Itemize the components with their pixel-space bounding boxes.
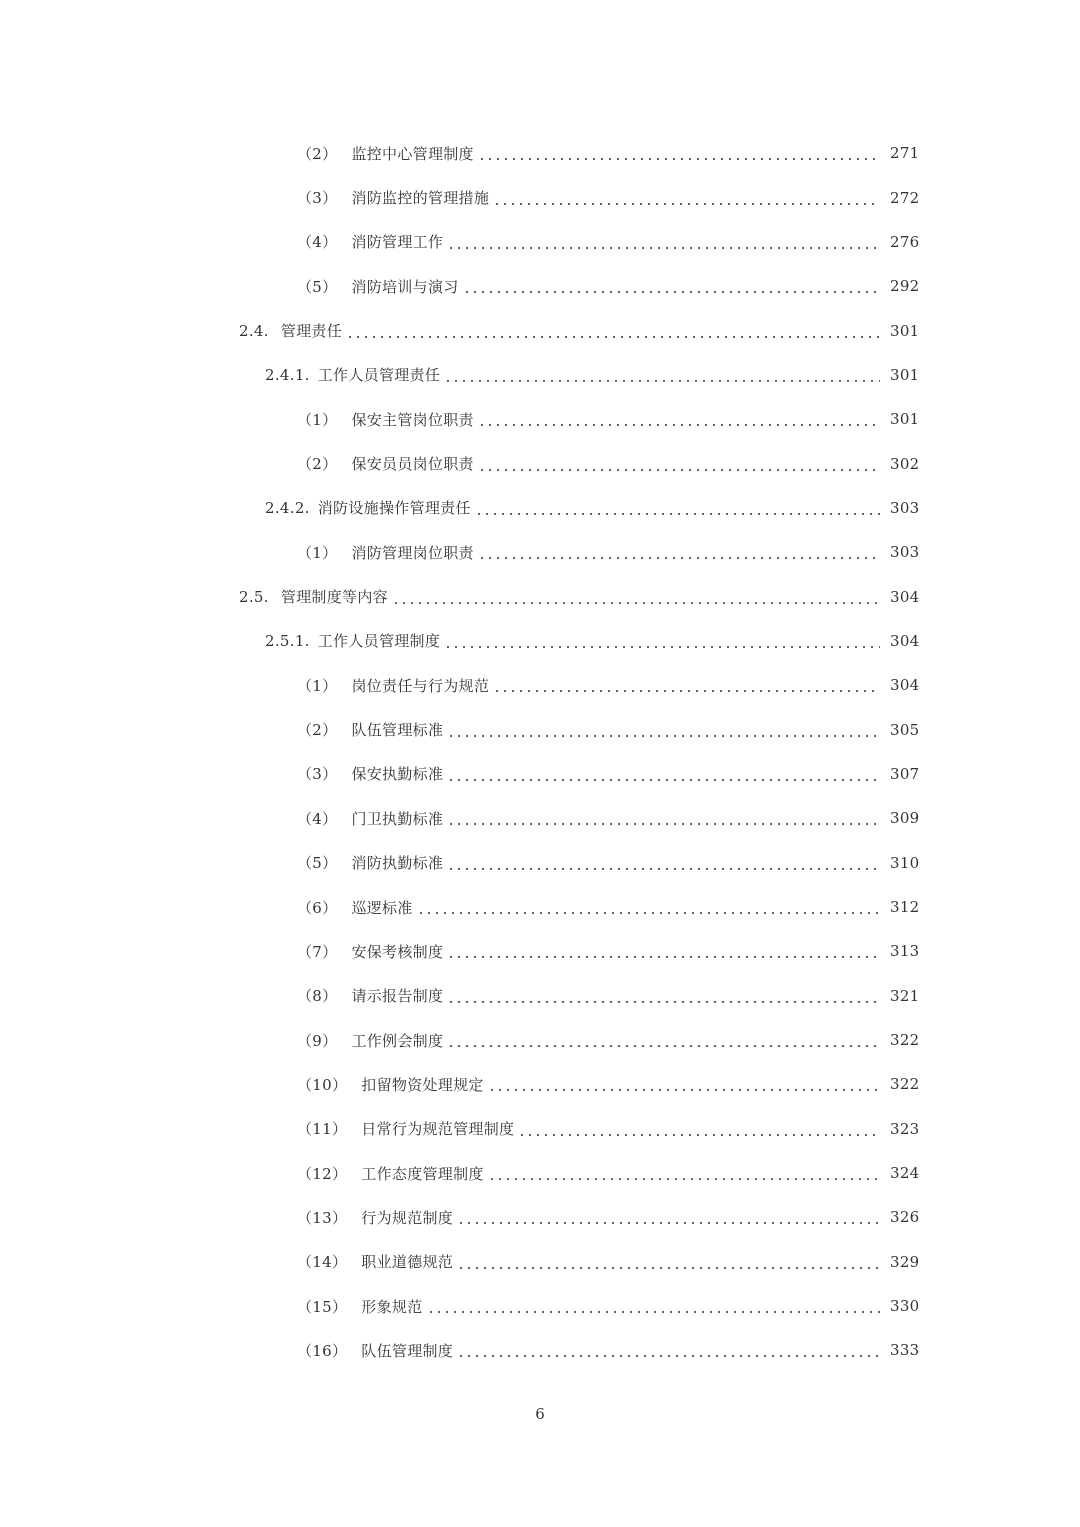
- toc-entry-number: 2.4.1.: [265, 365, 310, 384]
- toc-entry-title: 职业道德规范: [361, 1253, 454, 1272]
- toc-entry-number: （5）: [297, 854, 338, 873]
- toc-entry[interactable]: [0, 308, 1080, 352]
- toc-entry-title: 扣留物资处理规定: [361, 1075, 484, 1094]
- toc-entry-page: 272: [890, 188, 920, 207]
- toc-dot-leader: [427, 1298, 881, 1314]
- toc-entry-title: 消防管理岗位职责: [351, 543, 474, 562]
- toc-entry-page: 304: [890, 631, 920, 650]
- toc-dot-leader: [463, 278, 880, 294]
- toc-entry[interactable]: [0, 530, 1080, 574]
- toc-dot-leader: [447, 234, 880, 250]
- toc-entry-number: （12）: [297, 1164, 348, 1183]
- toc-entry-title: 保安执勤标准: [351, 765, 444, 784]
- toc-entry-number: （6）: [297, 898, 338, 917]
- toc-entry-number: （9）: [297, 1031, 338, 1050]
- toc-entry[interactable]: [0, 1328, 1080, 1372]
- toc-entry[interactable]: [0, 1062, 1080, 1106]
- toc-dot-leader: [457, 1209, 880, 1225]
- toc-entry-page: 276: [890, 232, 920, 251]
- toc-dot-leader: [444, 633, 880, 649]
- toc-entry-title: 安保考核制度: [351, 942, 444, 961]
- toc-entry-page: 301: [890, 365, 920, 384]
- toc-entry[interactable]: [0, 663, 1080, 707]
- toc-dot-leader: [457, 1254, 880, 1270]
- toc-entry[interactable]: [0, 885, 1080, 929]
- toc-entry-page: 310: [890, 853, 920, 872]
- toc-entry-number: （1）: [297, 543, 338, 562]
- toc-entry[interactable]: [0, 1284, 1080, 1328]
- toc-entry[interactable]: [0, 574, 1080, 618]
- toc-entry-page: 303: [890, 498, 920, 517]
- toc-entry[interactable]: [0, 1151, 1080, 1195]
- toc-dot-leader: [447, 855, 880, 871]
- toc-dot-leader: [493, 190, 880, 206]
- toc-entry-number: （2）: [297, 721, 338, 740]
- toc-entry-page: 307: [890, 764, 920, 783]
- toc-entry-title: 巡逻标准: [351, 898, 413, 917]
- toc-entry[interactable]: [0, 1195, 1080, 1239]
- toc-entry-title: 消防监控的管理措施: [351, 189, 490, 208]
- toc-dot-leader: [417, 899, 880, 915]
- toc-entry[interactable]: [0, 486, 1080, 530]
- toc-entry-page: 302: [890, 454, 920, 473]
- toc-entry[interactable]: [0, 353, 1080, 397]
- toc-dot-leader: [475, 500, 880, 516]
- table-of-contents: [0, 131, 1080, 1373]
- toc-entry-page: 271: [890, 144, 920, 163]
- toc-entry-page: 333: [890, 1341, 920, 1360]
- toc-entry-title: 消防培训与演习: [351, 277, 459, 296]
- toc-entry-page: 305: [890, 720, 920, 739]
- toc-entry[interactable]: [0, 929, 1080, 973]
- toc-entry-page: 321: [890, 986, 920, 1005]
- toc-entry-page: 304: [890, 587, 920, 606]
- toc-entry-title: 队伍管理制度: [361, 1341, 454, 1360]
- toc-dot-leader: [447, 988, 880, 1004]
- toc-entry-number: （1）: [297, 410, 338, 429]
- toc-entry-title: 行为规范制度: [361, 1208, 454, 1227]
- toc-entry[interactable]: [0, 707, 1080, 751]
- toc-entry-page: 301: [890, 410, 920, 429]
- toc-entry-page: 330: [890, 1297, 920, 1316]
- toc-entry-number: 2.4.2.: [265, 498, 310, 517]
- toc-dot-leader: [478, 456, 880, 472]
- toc-dot-leader: [478, 145, 880, 161]
- toc-entry-title: 消防设施操作管理责任: [317, 499, 471, 518]
- toc-dot-leader: [518, 1121, 880, 1137]
- toc-entry-page: 309: [890, 809, 920, 828]
- toc-dot-leader: [392, 589, 880, 605]
- toc-entry-number: （2）: [297, 144, 338, 163]
- toc-dot-leader: [444, 367, 880, 383]
- toc-entry-title: 门卫执勤标准: [351, 809, 444, 828]
- toc-dot-leader: [493, 677, 880, 693]
- toc-entry[interactable]: [0, 397, 1080, 441]
- toc-entry[interactable]: [0, 1240, 1080, 1284]
- toc-entry-title: 消防管理工作: [351, 233, 444, 252]
- toc-entry-number: （3）: [297, 189, 338, 208]
- toc-entry-number: （4）: [297, 809, 338, 828]
- toc-entry-page: 322: [890, 1075, 920, 1094]
- toc-dot-leader: [447, 722, 880, 738]
- toc-entry-title: 形象规范: [361, 1297, 423, 1316]
- toc-entry-number: （1）: [297, 676, 338, 695]
- toc-entry-page: 329: [890, 1252, 920, 1271]
- toc-entry-title: 请示报告制度: [351, 987, 444, 1006]
- toc-entry[interactable]: [0, 264, 1080, 308]
- toc-entry[interactable]: [0, 841, 1080, 885]
- toc-dot-leader: [447, 1032, 880, 1048]
- toc-entry-page: 312: [890, 898, 920, 917]
- toc-entry-title: 保安主管岗位职责: [351, 410, 474, 429]
- toc-entry[interactable]: [0, 220, 1080, 264]
- toc-entry-title: 队伍管理标准: [351, 721, 444, 740]
- toc-entry-title: 工作态度管理制度: [361, 1164, 484, 1183]
- toc-entry[interactable]: [0, 1018, 1080, 1062]
- toc-entry-title: 管理责任: [280, 322, 343, 341]
- toc-dot-leader: [457, 1342, 880, 1358]
- toc-entry[interactable]: [0, 1107, 1080, 1151]
- toc-dot-leader: [447, 810, 880, 826]
- toc-entry-number: （2）: [297, 455, 338, 474]
- toc-entry-number: （10）: [297, 1075, 348, 1094]
- toc-entry-number: 2.5.1.: [265, 631, 310, 650]
- toc-dot-leader: [447, 766, 880, 782]
- toc-entry[interactable]: [0, 175, 1080, 219]
- toc-entry[interactable]: [0, 796, 1080, 840]
- toc-entry-page: 322: [890, 1031, 920, 1050]
- toc-entry-number: （13）: [297, 1208, 348, 1227]
- toc-entry-title: 消防执勤标准: [351, 854, 444, 873]
- toc-entry-page: 303: [890, 543, 920, 562]
- toc-dot-leader: [478, 411, 880, 427]
- toc-entry-title: 岗位责任与行为规范: [351, 676, 490, 695]
- toc-entry-page: 326: [890, 1208, 920, 1227]
- toc-entry-page: 301: [890, 321, 920, 340]
- toc-entry-title: 监控中心管理制度: [351, 144, 474, 163]
- toc-entry-number: 2.4.: [239, 321, 269, 340]
- toc-entry-title: 工作例会制度: [351, 1031, 444, 1050]
- toc-entry-page: 304: [890, 676, 920, 695]
- toc-dot-leader: [478, 544, 880, 560]
- toc-dot-leader: [346, 323, 880, 339]
- toc-entry-number: （11）: [297, 1120, 348, 1139]
- toc-entry-title: 日常行为规范管理制度: [361, 1120, 515, 1139]
- toc-entry[interactable]: [0, 441, 1080, 485]
- toc-entry-title: 工作人员管理责任: [317, 366, 441, 385]
- toc-entry[interactable]: [0, 131, 1080, 175]
- toc-entry-number: （3）: [297, 765, 338, 784]
- toc-entry-number: （5）: [297, 277, 338, 296]
- page-number: 6: [535, 1405, 545, 1423]
- toc-entry-number: 2.5.: [239, 587, 269, 606]
- toc-entry-page: 323: [890, 1119, 920, 1138]
- toc-entry-title: 工作人员管理制度: [317, 632, 441, 651]
- toc-entry[interactable]: [0, 752, 1080, 796]
- toc-entry-title: 保安员员岗位职责: [351, 455, 474, 474]
- toc-entry-number: （14）: [297, 1253, 348, 1272]
- toc-dot-leader: [488, 1076, 880, 1092]
- toc-entry-number: （16）: [297, 1341, 348, 1360]
- toc-entry-title: 管理制度等内容: [280, 588, 388, 607]
- toc-entry-page: 324: [890, 1164, 920, 1183]
- toc-dot-leader: [488, 1165, 880, 1181]
- toc-entry-number: （7）: [297, 942, 338, 961]
- toc-entry-page: 313: [890, 942, 920, 961]
- toc-dot-leader: [447, 943, 880, 959]
- toc-entry[interactable]: [0, 619, 1080, 663]
- toc-entry-number: （8）: [297, 987, 338, 1006]
- toc-entry-page: 292: [890, 277, 920, 296]
- toc-entry[interactable]: [0, 974, 1080, 1018]
- toc-entry-number: （15）: [297, 1297, 348, 1316]
- toc-entry-number: （4）: [297, 233, 338, 252]
